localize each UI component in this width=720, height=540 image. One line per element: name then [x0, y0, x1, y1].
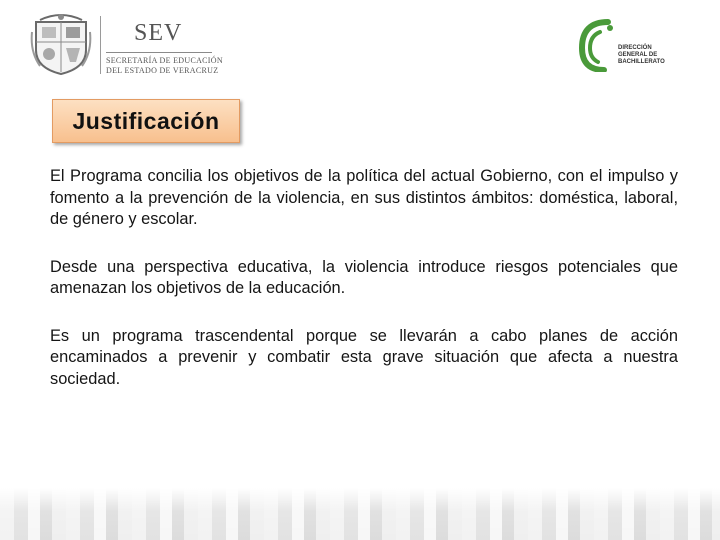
- footer-fade: [0, 488, 720, 540]
- title-box: [52, 99, 240, 143]
- sev-acronym: SEV: [134, 20, 183, 46]
- sev-name-line2: DEL ESTADO DE VERACRUZ: [106, 66, 219, 75]
- paragraph-1: El Programa concilia los objetivos de la política del actual Gobierno, con el impulso y fomento a la prevención de la violencia, en sus distintos ámbitos: doméstica, laboral, de género y escolar.: [50, 167, 678, 228]
- sev-logo: [30, 12, 223, 76]
- slide-title: Justificación: [72, 107, 220, 134]
- logo-divider: [100, 16, 101, 74]
- paragraph-3: Es un programa trascendental porque se llevarán a cabo planes de acción encaminados a prevenir y combatir esta grave situación que afecta a nuestra sociedad.: [50, 326, 678, 388]
- sev-rule: [106, 52, 212, 53]
- sev-name-line1: SECRETARÍA DE EDUCACIÓN: [106, 56, 223, 65]
- paragraph-2: Desde una perspectiva educativa, la violencia introduce riesgos potenciales que amenazan los objetivos de la educación.: [50, 257, 678, 297]
- dgb-text: [618, 45, 686, 66]
- body-content: [50, 166, 678, 416]
- veracruz-coat-of-arms-icon: [30, 12, 92, 76]
- dgb-logo: [578, 18, 688, 74]
- dgb-emblem-icon: [578, 18, 622, 72]
- dgb-line1: DIRECCIÓN: [618, 45, 652, 51]
- dgb-line3: BACHILLERATO: [618, 59, 665, 65]
- dgb-line2: GENERAL DE: [618, 52, 658, 58]
